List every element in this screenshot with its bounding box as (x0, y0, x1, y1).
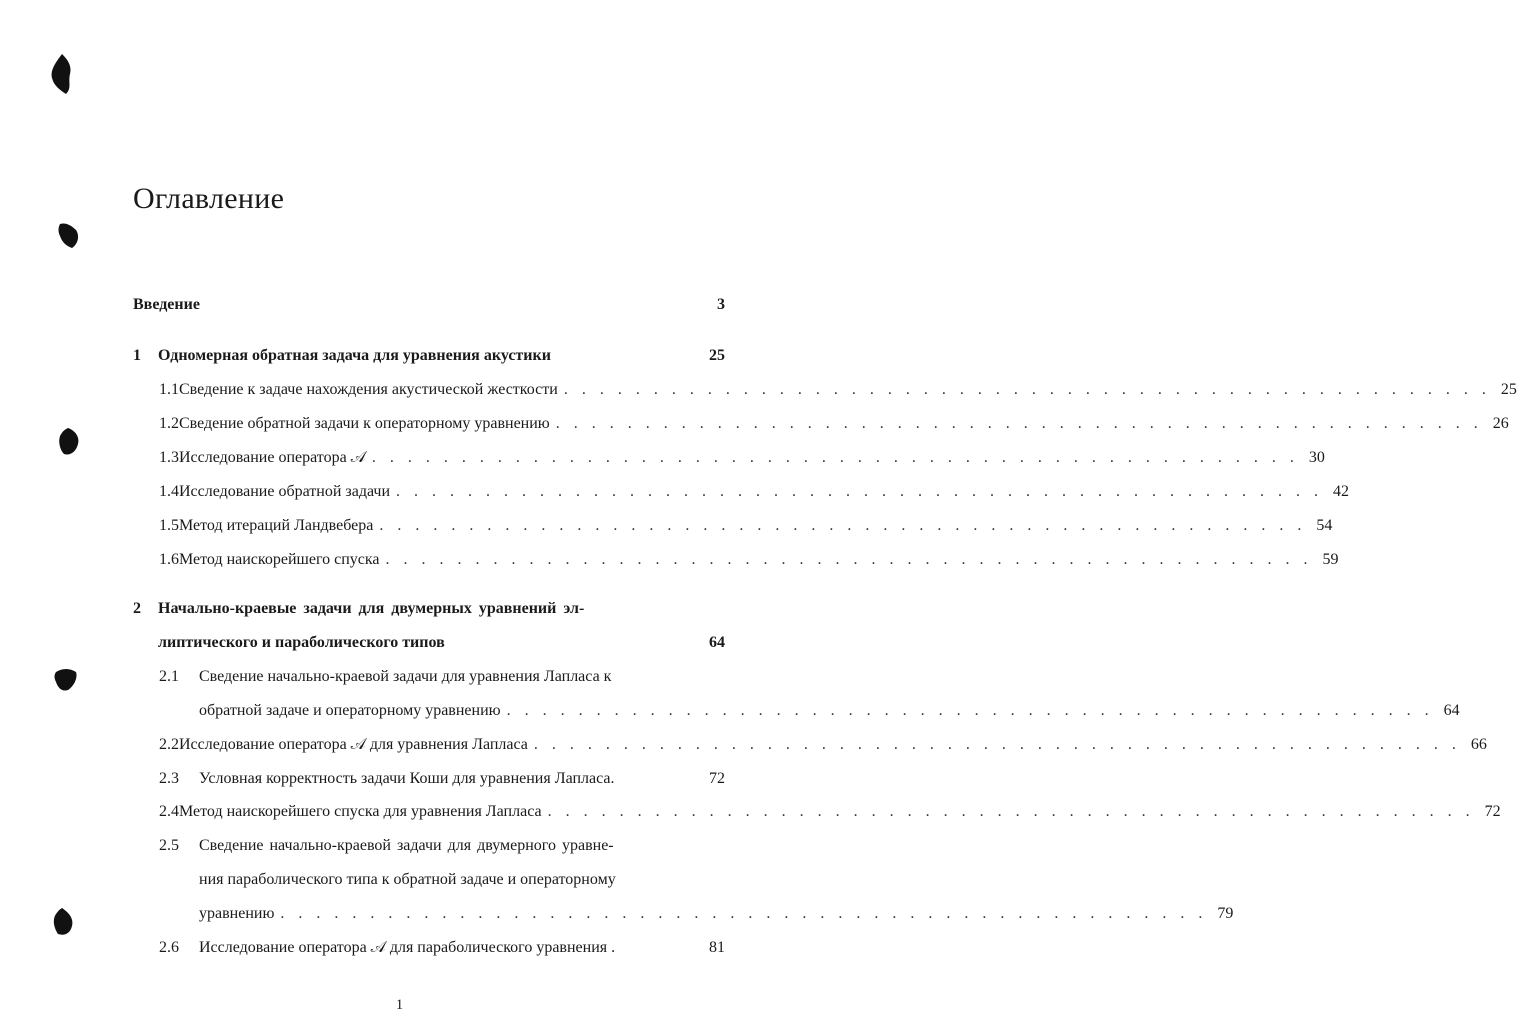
chapter-title-line2: липтического и параболического типов (158, 634, 445, 651)
dot-leader: . . . . . . . . . . . . . . . . . . . . . . . . . . . . . . . . . . . . . . . . . . . . . . . . . . . . (547, 803, 1475, 820)
section-number: 1.3 (159, 449, 179, 466)
chapter-page: 64 (709, 634, 725, 651)
section-title: Исследование оператора 𝒜 для уравнения Лапласа (179, 736, 528, 753)
dot-leader: . . . . . . . . . . . . . . . . . . . . . . . . . . . . . . . . . . . . . . . . . . . . . . . . . . . . (280, 905, 1208, 922)
section-page: 59 (1322, 551, 1339, 568)
section-page: 54 (1316, 517, 1333, 534)
section-page: 30 (1308, 449, 1325, 466)
section-title: Метод наискорейшего спуска для уравнения Лапласа (179, 803, 542, 820)
section-page: 64 (1443, 702, 1460, 719)
dot-leader: . . . . . . . . . . . . . . . . . . . . . . . . . . . . . . . . . . . . . . . . . . . . . . . . . . . . (396, 483, 1324, 500)
section-number: 1.6 (159, 551, 179, 568)
section-title: Метод итераций Ландвебера (179, 517, 374, 534)
toc-section-1-6[interactable] (159, 551, 1339, 569)
toc-section-2-5-cont1[interactable] (199, 871, 725, 889)
section-page: 79 (1217, 905, 1234, 922)
chapter-title-line1: Начально-краевые задачи для двумерных уравнений эл- (158, 600, 585, 617)
section-title-line1: Сведение начально-краевой задачи для двумерного уравне- (199, 837, 614, 854)
section-number: 2.3 (159, 770, 179, 787)
section-number: 2.4 (159, 803, 179, 820)
toc-section-1-4[interactable] (159, 483, 1350, 501)
toc-chapter-2-cont[interactable] (158, 634, 725, 652)
dot-leader: . . . . . . . . . . . . . . . . . . . . . . . . . . . . . . . . . . . . . . . . . . . . . . . . . . . . (379, 517, 1307, 534)
section-title-line2: ния параболического типа к обратной задаче и операторному (199, 871, 616, 888)
toc-section-2-4[interactable] (159, 803, 1501, 821)
toc-section-2-3[interactable] (159, 770, 725, 788)
toc-chapter-1[interactable] (133, 347, 725, 365)
toc-intro-page: 3 (717, 296, 725, 313)
toc-intro-label: Введение (133, 296, 200, 313)
toc-section-2-5[interactable] (159, 837, 725, 855)
section-title-line2: обратной задаче и операторному уравнению (199, 702, 501, 719)
page-title: Оглавление (133, 182, 285, 215)
toc-section-2-5-cont2[interactable] (199, 905, 1234, 923)
section-number: 1.2 (159, 415, 179, 432)
toc-section-1-1[interactable] (159, 381, 1517, 399)
section-number: 2.5 (159, 837, 179, 854)
section-number: 2.1 (159, 668, 179, 685)
section-title: Сведение обратной задачи к операторному уравнению (179, 415, 550, 432)
scan-blot-2 (56, 220, 82, 250)
chapter-page: 25 (709, 347, 725, 364)
toc-section-2-2[interactable] (159, 736, 1487, 754)
toc-section-2-1-cont[interactable] (199, 702, 1460, 720)
section-title: Метод наискорейшего спуска (179, 551, 380, 568)
section-number: 1.5 (159, 517, 179, 534)
section-number: 2.2 (159, 736, 179, 753)
chapter-number: 1 (133, 347, 141, 364)
scan-blot-5 (50, 906, 76, 938)
toc-section-2-6[interactable] (159, 939, 725, 957)
section-page: 72 (1484, 803, 1501, 820)
dot-leader: . . . . . . . . . . . . . . . . . . . . . . . . . . . . . . . . . . . . . . . . . . . . . . . . . . . . (563, 381, 1491, 398)
toc-section-2-1[interactable] (159, 668, 725, 686)
section-page: 25 (1500, 381, 1517, 398)
dot-leader: . . . . . . . . . . . . . . . . . . . . . . . . . . . . . . . . . . . . . . . . . . . . . . . . . . . . (533, 736, 1461, 753)
section-page: 26 (1492, 415, 1509, 432)
section-title: Исследование оператора 𝒜 для параболического уравнения . (199, 939, 616, 956)
dot-leader: . . . . . . . . . . . . . . . . . . . . . . . . . . . . . . . . . . . . . . . . . . . . . . . . . . . . (555, 415, 1483, 432)
section-number: 1.4 (159, 483, 179, 500)
toc-section-1-2[interactable] (159, 415, 1509, 433)
dot-leader: . . . . . . . . . . . . . . . . . . . . . . . . . . . . . . . . . . . . . . . . . . . . . . . . . . . . (506, 702, 1434, 719)
section-page: 72 (709, 770, 725, 787)
section-number: 2.6 (159, 939, 179, 956)
scan-blot-3 (56, 426, 82, 458)
toc-section-1-5[interactable] (159, 517, 1333, 535)
section-number: 1.1 (159, 381, 179, 398)
section-title: Условная корректность задачи Коши для уравнения Лапласа. (199, 770, 615, 787)
section-page: 42 (1333, 483, 1350, 500)
section-title: Исследование обратной задачи (179, 483, 391, 500)
section-title: Сведение к задаче нахождения акустической жесткости (179, 381, 558, 398)
section-page: 66 (1470, 736, 1487, 753)
toc-chapter-2[interactable] (133, 600, 725, 618)
section-title-line1: Сведение начально-краевой задачи для уравнения Лапласа к (199, 668, 612, 685)
section-page: 81 (709, 939, 725, 956)
section-title: Исследование оператора 𝒜 (179, 449, 366, 466)
scan-blot-4 (52, 666, 80, 696)
toc-intro[interactable] (133, 296, 725, 314)
toc-section-1-3[interactable] (159, 449, 1325, 467)
scan-blot-1 (48, 52, 76, 96)
dot-leader: . . . . . . . . . . . . . . . . . . . . . . . . . . . . . . . . . . . . . . . . . . . . . . . . . . . . (385, 551, 1313, 568)
section-title-line3: уравнению (199, 905, 275, 922)
chapter-number: 2 (133, 600, 141, 617)
dot-leader: . . . . . . . . . . . . . . . . . . . . . . . . . . . . . . . . . . . . . . . . . . . . . . . . . . . . (371, 449, 1299, 466)
page-number: 1 (395, 997, 404, 1013)
chapter-title: Одномерная обратная задача для уравнения акустики (158, 347, 551, 364)
